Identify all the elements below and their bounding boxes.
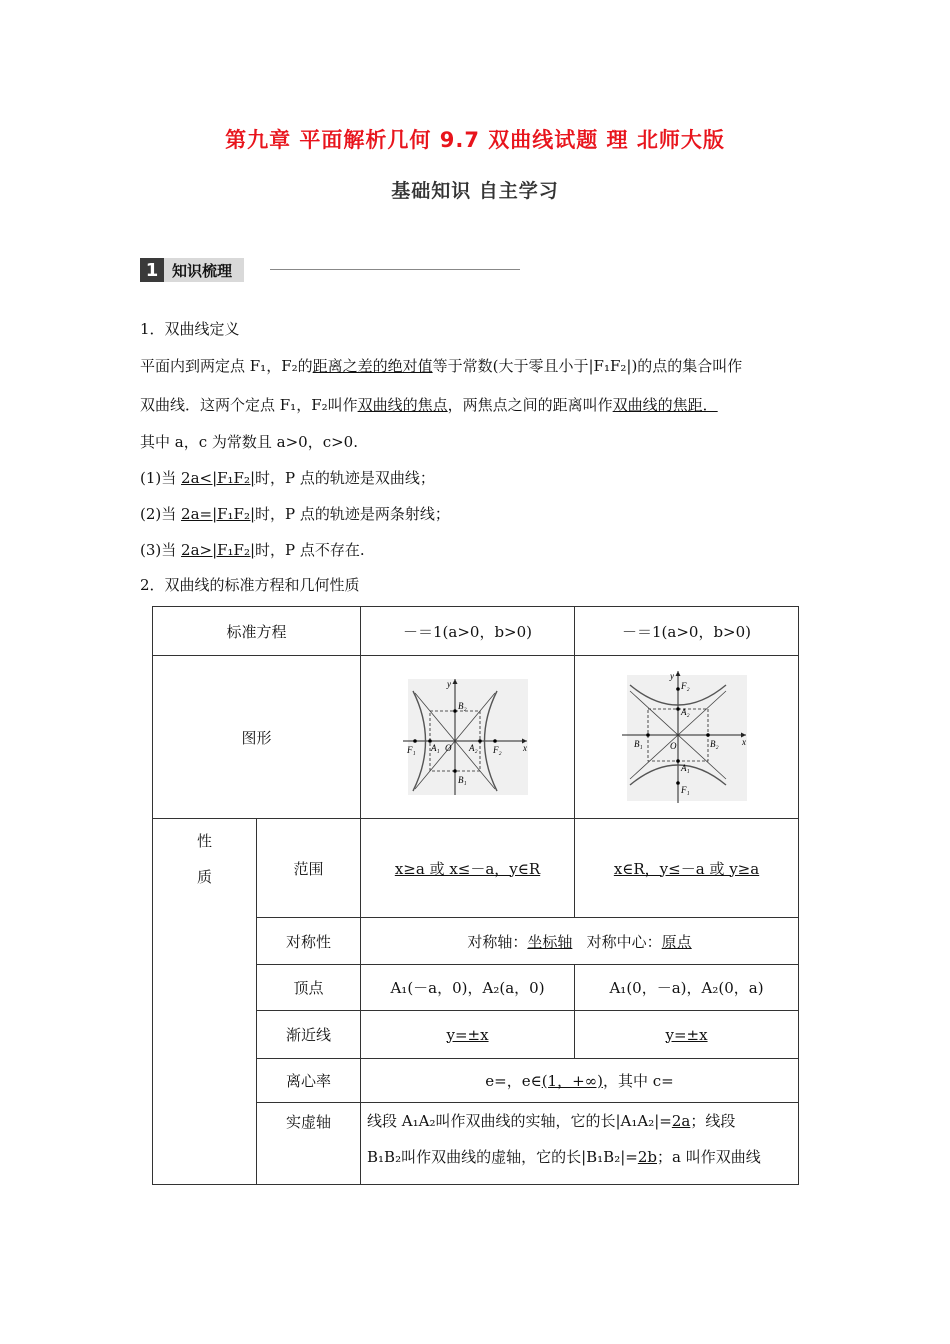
x-axis-label: x (741, 737, 746, 747)
key-term: y=±x (446, 1025, 489, 1044)
vertex-a1-label: A₁ (680, 763, 690, 773)
origin-label: O (444, 743, 452, 753)
table-row (153, 819, 799, 918)
eccentricity-value (361, 1059, 799, 1103)
key-term: (1，+∞) (541, 1072, 604, 1090)
text: 对称中心： (572, 932, 662, 951)
key-term: 2b (637, 1148, 657, 1166)
header-std-eq: 标准方程 (153, 607, 361, 656)
y-axis-label: y (446, 679, 451, 689)
origin-label: O (669, 741, 677, 751)
axes-line-2 (367, 1139, 792, 1175)
row-label-symmetry: 对称性 (257, 918, 361, 965)
text: 时，P 点不存在. (255, 541, 365, 559)
text: B₁B₂叫作双曲线的虚轴，它的长|B₁B₂|= (367, 1148, 638, 1166)
key-term: y=±x (665, 1025, 708, 1044)
equation-x: －＝1(a>0，b>0) (361, 607, 575, 656)
document-title: 第九章 平面解析几何 9.7 双曲线试题 理 北师大版 (225, 128, 725, 152)
hyperbola-x-diagram (403, 677, 533, 797)
section-number: 1 (140, 258, 164, 282)
section-header (140, 258, 244, 282)
section-divider (270, 269, 520, 270)
asymptote-y (575, 1011, 799, 1059)
table-row (153, 656, 799, 819)
b1-label: B₁ (633, 739, 643, 749)
key-term: 距离之差的绝对值 (312, 357, 433, 375)
key-term: 原点 (661, 932, 692, 951)
b1-label: B₁ (457, 775, 467, 785)
document-subtitle: 基础知识 自主学习 (391, 180, 559, 202)
key-term: 2a (671, 1112, 691, 1130)
text: 时，P 点的轨迹是两条射线； (255, 505, 450, 523)
definition-line-2 (140, 394, 718, 415)
row-label-range: 范围 (257, 819, 361, 918)
key-term: x∈R，y≤－a 或 y≥a (613, 859, 760, 878)
vertex-y: A₁(0，－a)，A₂(0，a) (575, 965, 799, 1011)
row-label-vertex: 顶点 (257, 965, 361, 1011)
symmetry-value (361, 918, 799, 965)
key-term: 2a>|F₁F₂| (181, 541, 256, 559)
range-y (575, 819, 799, 918)
condition-1 (140, 467, 435, 488)
properties-table (152, 606, 799, 1185)
vertex-a2-label: A₂ (680, 707, 690, 717)
focus-f2-label: F₂ (492, 745, 502, 755)
key-term: 双曲线的焦距． (612, 396, 718, 414)
key-term: 双曲线的焦点 (357, 396, 448, 414)
text: 线段 A₁A₂叫作双曲线的实轴，它的长|A₁A₂|= (367, 1112, 672, 1130)
header-properties (153, 819, 257, 1185)
vertex-a2-label: A₂ (468, 743, 478, 753)
condition-2 (140, 503, 450, 524)
heading-definition: 1．双曲线定义 (140, 320, 240, 338)
asymptote-x (361, 1011, 575, 1059)
text: (3)当 (140, 541, 182, 559)
text: ；a 叫作双曲线 (657, 1148, 761, 1166)
equation-y: －＝1(a>0，b>0) (575, 607, 799, 656)
vertex-a1-label: A₁ (430, 743, 440, 753)
focus-f1-label: F₁ (406, 745, 416, 755)
hyperbola-y-diagram (622, 669, 752, 805)
key-term: x≥a 或 x≤－a，y∈R (394, 859, 541, 878)
text: (1)当 (140, 469, 182, 487)
heading-properties: 2．双曲线的标准方程和几何性质 (140, 576, 360, 594)
text: e=，e∈ (485, 1072, 542, 1090)
figure-hyperbola-x (361, 656, 575, 819)
focus-f2-label: F₂ (680, 681, 690, 691)
focus-f1-label: F₁ (680, 785, 690, 795)
text: 等于常数(大于零且小于|F₁F₂|)的点的集合叫作 (432, 357, 743, 375)
text: 时，P 点的轨迹是双曲线； (255, 469, 435, 487)
prop-char-2: 质 (196, 868, 212, 886)
header-figure: 图形 (153, 656, 361, 819)
row-label-eccentricity: 离心率 (257, 1059, 361, 1103)
key-term: 2a<|F₁F₂| (181, 469, 256, 487)
axes-value (361, 1103, 799, 1185)
text: ，其中 c= (603, 1072, 674, 1090)
table-row (153, 607, 799, 656)
row-label-asymptote: 渐近线 (257, 1011, 361, 1059)
vertex-x: A₁(－a，0)，A₂(a，0) (361, 965, 575, 1011)
row-label-axes: 实虚轴 (257, 1103, 361, 1185)
section-label: 知识梳理 (164, 258, 244, 282)
text: 双曲线．这两个定点 F₁，F₂叫作 (140, 396, 358, 414)
key-term: 2a=|F₁F₂| (181, 505, 256, 523)
text: 对称轴： (467, 932, 528, 951)
prop-char-1: 性 (196, 832, 212, 850)
range-x (361, 819, 575, 918)
definition-line-3: 其中 a，c 为常数且 a>0，c>0. (140, 433, 358, 451)
text: ；线段 (690, 1112, 736, 1130)
b2-label: B₂ (457, 701, 467, 711)
figure-hyperbola-y (575, 656, 799, 819)
b2-label: B₂ (709, 739, 719, 749)
text: 平面内到两定点 F₁，F₂的 (140, 357, 313, 375)
y-axis-label: y (669, 671, 674, 681)
definition-line-1 (140, 355, 742, 376)
text: ，两焦点之间的距离叫作 (447, 396, 613, 414)
axes-line-1 (367, 1103, 792, 1139)
text: (2)当 (140, 505, 182, 523)
key-term: 坐标轴 (527, 932, 573, 951)
condition-3 (140, 539, 365, 560)
x-axis-label: x (522, 743, 527, 753)
